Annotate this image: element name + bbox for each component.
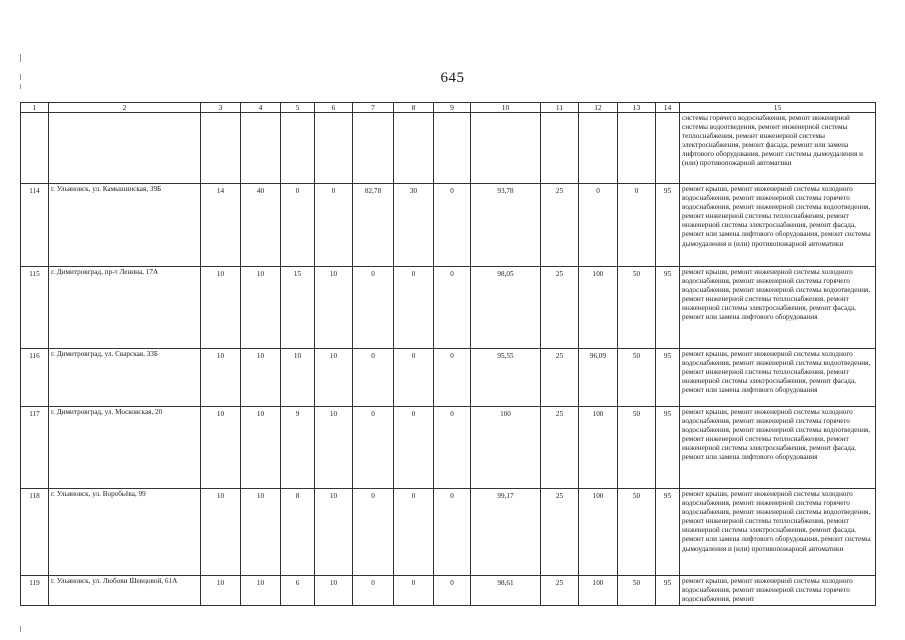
value-cell: 95,55 <box>471 349 541 407</box>
value-cell: 100 <box>471 407 541 489</box>
value-cell: 10 <box>201 349 241 407</box>
value-cell: 25 <box>541 184 579 267</box>
value-cell: 10 <box>241 576 281 606</box>
value-cell: 10 <box>315 267 353 349</box>
row-number-cell: 118 <box>21 489 49 576</box>
value-cell: 0 <box>394 489 434 576</box>
value-cell <box>618 113 656 184</box>
header-cell: 8 <box>394 103 434 113</box>
value-cell: 95 <box>656 489 680 576</box>
value-cell <box>541 113 579 184</box>
value-cell: 0 <box>394 576 434 606</box>
value-cell: 0 <box>579 184 618 267</box>
works-list-cell: ремонт крыши, ремонт инженерной системы холодного водоснабжения, ремонт инженерной системы горячего водоснабжения, ремонт инженерной системы водоотведения, ремонт инженерной системы теплоснабжения, ремонт инженерной системы электроснабжения, ремонт фасада, ремонт или замена лифтового оборудования, ремонт системы дымоудаления и (или) противопожарной автоматики <box>680 489 876 576</box>
value-cell: 10 <box>315 576 353 606</box>
address-cell: г. Ульяновск, ул. Любови Шевцовой, 61А <box>49 576 201 606</box>
value-cell: 0 <box>394 349 434 407</box>
address-cell: г. Димитровград, ул. Сварская, 33Б <box>49 349 201 407</box>
value-cell: 15 <box>281 267 315 349</box>
value-cell: 25 <box>541 576 579 606</box>
value-cell: 50 <box>618 489 656 576</box>
value-cell: 40 <box>241 184 281 267</box>
value-cell <box>471 113 541 184</box>
header-cell: 1 <box>21 103 49 113</box>
value-cell: 6 <box>281 576 315 606</box>
address-cell: г. Ульяновск, ул. Камышинская, 39Б <box>49 184 201 267</box>
value-cell: 98,05 <box>471 267 541 349</box>
value-cell: 10 <box>241 349 281 407</box>
header-cell: 14 <box>656 103 680 113</box>
value-cell: 10 <box>315 489 353 576</box>
value-cell: 10 <box>201 576 241 606</box>
row-number-cell <box>21 113 49 184</box>
table-row <box>21 576 876 606</box>
value-cell: 10 <box>241 489 281 576</box>
value-cell <box>656 113 680 184</box>
value-cell: 93,78 <box>471 184 541 267</box>
header-cell: 13 <box>618 103 656 113</box>
value-cell <box>434 113 471 184</box>
value-cell: 25 <box>541 489 579 576</box>
value-cell: 10 <box>241 267 281 349</box>
row-number-cell: 117 <box>21 407 49 489</box>
value-cell: 10 <box>281 349 315 407</box>
header-cell: 3 <box>201 103 241 113</box>
value-cell: 0 <box>434 267 471 349</box>
value-cell: 99,17 <box>471 489 541 576</box>
value-cell: 0 <box>353 576 394 606</box>
works-list-cell: системы горячего водоснабжения, ремонт инженерной системы водоотведения, ремонт инженерной системы теплоснабжения, ремонт инженерной системы электроснабжения, ремонт фасада, ремонт или замена лифтового оборудования, ремонт системы дымоудаления и (или) противопожарной автоматики <box>680 113 876 184</box>
value-cell: 9 <box>281 407 315 489</box>
repair-schedule-table <box>20 102 876 606</box>
value-cell: 0 <box>353 349 394 407</box>
row-number-cell: 116 <box>21 349 49 407</box>
row-number-cell: 119 <box>21 576 49 606</box>
value-cell: 95 <box>656 184 680 267</box>
value-cell: 10 <box>201 267 241 349</box>
address-cell <box>49 113 201 184</box>
value-cell <box>394 113 434 184</box>
value-cell: 50 <box>618 349 656 407</box>
value-cell: 0 <box>353 489 394 576</box>
header-cell: 9 <box>434 103 471 113</box>
value-cell: 10 <box>315 349 353 407</box>
value-cell: 10 <box>201 489 241 576</box>
works-list-cell: ремонт крыши, ремонт инженерной системы холодного водоснабжения, ремонт инженерной системы горячего водоснабжения, ремонт <box>680 576 876 606</box>
value-cell: 95 <box>656 349 680 407</box>
table-row <box>21 267 876 349</box>
value-cell: 95 <box>656 407 680 489</box>
value-cell: 25 <box>541 267 579 349</box>
value-cell: 82,78 <box>353 184 394 267</box>
value-cell <box>201 113 241 184</box>
value-cell <box>579 113 618 184</box>
row-number-cell: 115 <box>21 267 49 349</box>
address-cell: г. Ульяновск, ул. Воробьёва, 99 <box>49 489 201 576</box>
works-list-cell: ремонт крыши, ремонт инженерной системы холодного водоснабжения, ремонт инженерной системы горячего водоснабжения, ремонт инженерной системы водоотведения, ремонт инженерной системы теплоснабжения, ремонт инженерной системы электроснабжения, ремонт фасада, ремонт или замена лифтового оборудования <box>680 407 876 489</box>
value-cell: 50 <box>618 267 656 349</box>
value-cell: 50 <box>618 576 656 606</box>
row-number-cell: 114 <box>21 184 49 267</box>
table-row <box>21 407 876 489</box>
value-cell: 10 <box>315 407 353 489</box>
works-list-cell: ремонт крыши, ремонт инженерной системы холодного водоснабжения, ремонт инженерной системы горячего водоснабжения, ремонт инженерной системы водоотведения, ремонт инженерной системы теплоснабжения, ремонт инженерной системы электроснабжения, ремонт фасада, ремонт или замена лифтового оборудования <box>680 267 876 349</box>
header-cell: 10 <box>471 103 541 113</box>
value-cell: 0 <box>394 407 434 489</box>
value-cell: 100 <box>579 407 618 489</box>
value-cell: 25 <box>541 349 579 407</box>
value-cell: 95 <box>656 267 680 349</box>
works-list-cell: ремонт крыши, ремонт инженерной системы холодного водоснабжения, ремонт инженерной системы горячего водоснабжения, ремонт инженерной системы водоотведения, ремонт инженерной системы теплоснабжения, ремонт инженерной системы электроснабжения, ремонт фасада, ремонт или замена лифтового оборудования, ремонт системы дымоудаления и (или) противопожарной автоматики <box>680 184 876 267</box>
value-cell: 98,61 <box>471 576 541 606</box>
value-cell: 0 <box>315 184 353 267</box>
table-row <box>21 489 876 576</box>
header-cell: 6 <box>315 103 353 113</box>
value-cell: 0 <box>434 349 471 407</box>
value-cell: 10 <box>201 407 241 489</box>
header-cell: 12 <box>579 103 618 113</box>
header-row <box>21 103 876 113</box>
value-cell: 0 <box>434 489 471 576</box>
value-cell: 0 <box>434 576 471 606</box>
value-cell: 0 <box>394 267 434 349</box>
value-cell: 0 <box>353 267 394 349</box>
header-cell: 15 <box>680 103 876 113</box>
header-cell: 7 <box>353 103 394 113</box>
value-cell: 0 <box>281 184 315 267</box>
header-cell: 5 <box>281 103 315 113</box>
value-cell: 0 <box>353 407 394 489</box>
value-cell: 8 <box>281 489 315 576</box>
value-cell <box>315 113 353 184</box>
value-cell: 100 <box>579 576 618 606</box>
value-cell: 100 <box>579 489 618 576</box>
table-row <box>21 349 876 407</box>
value-cell <box>241 113 281 184</box>
table-row <box>21 184 876 267</box>
value-cell: 10 <box>241 407 281 489</box>
header-cell: 2 <box>49 103 201 113</box>
value-cell: 50 <box>618 407 656 489</box>
page-number: 645 <box>440 70 465 86</box>
value-cell: 14 <box>201 184 241 267</box>
value-cell: 30 <box>394 184 434 267</box>
works-list-cell: ремонт крыши, ремонт инженерной системы холодного водоснабжения, ремонт инженерной системы водоотведения, ремонт инженерной системы теплоснабжения, ремонт инженерной системы электроснабжения, ремонт фасада, ремонт или замена лифтового оборудования <box>680 349 876 407</box>
address-cell: г. Димитровград, пр-т Ленина, 17А <box>49 267 201 349</box>
value-cell: 0 <box>434 184 471 267</box>
value-cell: 96,09 <box>579 349 618 407</box>
value-cell <box>281 113 315 184</box>
scan-mark <box>20 626 21 632</box>
header-cell: 4 <box>241 103 281 113</box>
scan-mark <box>20 54 21 62</box>
value-cell <box>353 113 394 184</box>
header-cell: 11 <box>541 103 579 113</box>
value-cell: 0 <box>618 184 656 267</box>
value-cell: 95 <box>656 576 680 606</box>
address-cell: г. Димитровград, ул. Московская, 20 <box>49 407 201 489</box>
value-cell: 100 <box>579 267 618 349</box>
table-row <box>21 113 876 184</box>
value-cell: 25 <box>541 407 579 489</box>
value-cell: 0 <box>434 407 471 489</box>
